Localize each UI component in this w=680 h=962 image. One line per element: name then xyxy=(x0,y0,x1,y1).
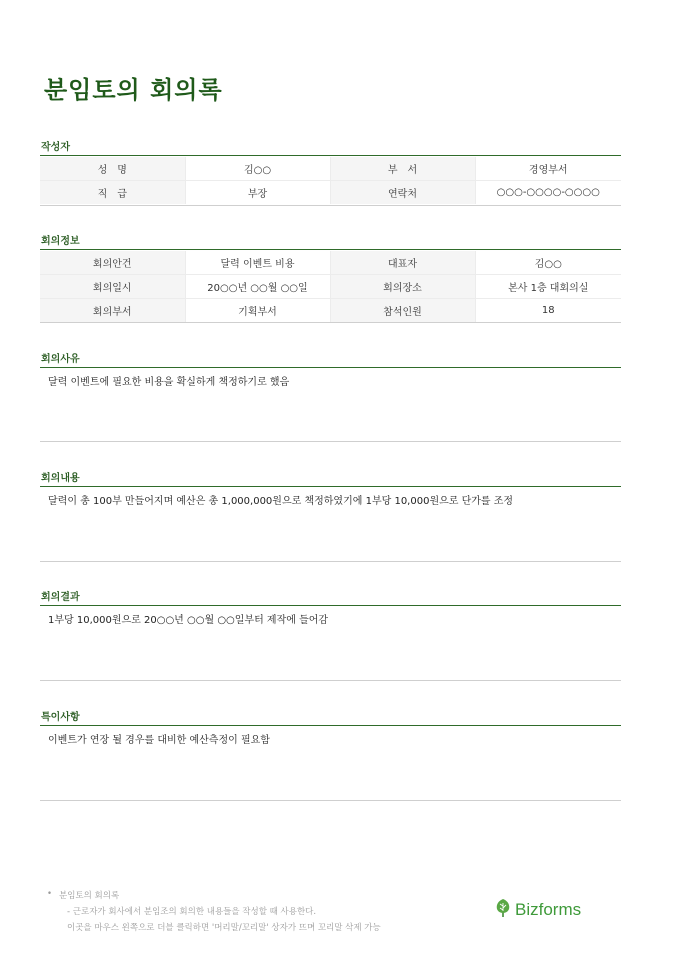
table-row xyxy=(40,251,621,275)
field-label: 회의일시 xyxy=(40,275,185,299)
field-label: 성 명 xyxy=(40,157,185,181)
page-title: 분임토의 회의록 xyxy=(44,76,223,104)
field-value: 본사 1층 대회의실 xyxy=(475,275,621,299)
section-bottom-rule xyxy=(40,680,621,681)
result-text: 1부당 10,000원으로 20○○년 ○○월 ○○일부터 제작에 들어감 xyxy=(48,615,329,626)
field-value: 김○○ xyxy=(475,251,621,275)
section-rule xyxy=(40,155,621,156)
field-label: 부 서 xyxy=(330,157,475,181)
section-rule xyxy=(40,605,621,606)
section-bottom-rule xyxy=(40,205,621,206)
section-bottom-rule xyxy=(40,322,621,323)
section-label-content: 회의내용 xyxy=(41,473,80,484)
author-table xyxy=(40,157,621,204)
field-label: 회의부서 xyxy=(40,299,185,323)
section-label-meeting: 회의정보 xyxy=(41,236,80,247)
section-rule xyxy=(40,367,621,368)
field-label: 대표자 xyxy=(330,251,475,275)
section-label-author: 작성자 xyxy=(41,142,70,153)
footer-bullet: • xyxy=(47,889,53,899)
brand-name: Bizforms xyxy=(515,900,582,919)
field-value: 20○○년 ○○월 ○○일 xyxy=(185,275,330,299)
section-rule xyxy=(40,486,621,487)
field-value: 18 xyxy=(475,299,621,323)
field-value: 달력 이벤트 비용 xyxy=(185,251,330,275)
section-label-result: 회의결과 xyxy=(41,592,80,603)
field-value: 부장 xyxy=(185,181,330,205)
field-value: 기획부서 xyxy=(185,299,330,323)
tree-icon xyxy=(494,898,512,922)
section-label-reason: 회의사유 xyxy=(41,354,80,365)
field-label: 회의안건 xyxy=(40,251,185,275)
content-text: 달력이 총 100부 만들어지며 예산은 총 1,000,000원으로 책정하였기에 1부당 10,000원으로 단가를 조정 xyxy=(48,496,514,507)
field-value: 경영부서 xyxy=(475,157,621,181)
reason-text: 달력 이벤트에 필요한 비용을 확실하게 책정하기로 했음 xyxy=(48,377,290,388)
bizforms-logo xyxy=(494,898,581,922)
field-label: 연락처 xyxy=(330,181,475,205)
footer-hint: 이곳을 마우스 왼쪽으로 더블 클릭하면 '머리말/꼬리말' 상자가 뜨며 꼬리말 삭제 가능 xyxy=(67,923,381,933)
table-row xyxy=(40,299,621,323)
section-bottom-rule xyxy=(40,441,621,442)
table-row xyxy=(40,275,621,299)
field-value: 김○○ xyxy=(185,157,330,181)
field-label: 회의장소 xyxy=(330,275,475,299)
field-label: 직 급 xyxy=(40,181,185,205)
notes-text: 이벤트가 연장 될 경우를 대비한 예산측정이 필요함 xyxy=(48,735,270,746)
table-row xyxy=(40,181,621,205)
section-rule xyxy=(40,249,621,250)
section-bottom-rule xyxy=(40,800,621,801)
meeting-table xyxy=(40,251,621,322)
section-rule xyxy=(40,725,621,726)
field-value: ○○○-○○○○-○○○○ xyxy=(475,181,621,205)
section-bottom-rule xyxy=(40,561,621,562)
section-label-notes: 특이사항 xyxy=(41,712,80,723)
footer-title: 분임토의 회의록 xyxy=(59,891,120,901)
table-row xyxy=(40,157,621,181)
field-label: 참석인원 xyxy=(330,299,475,323)
footer-description: - 근로자가 회사에서 분임조의 회의한 내용들을 작성할 때 사용한다. xyxy=(67,907,317,917)
